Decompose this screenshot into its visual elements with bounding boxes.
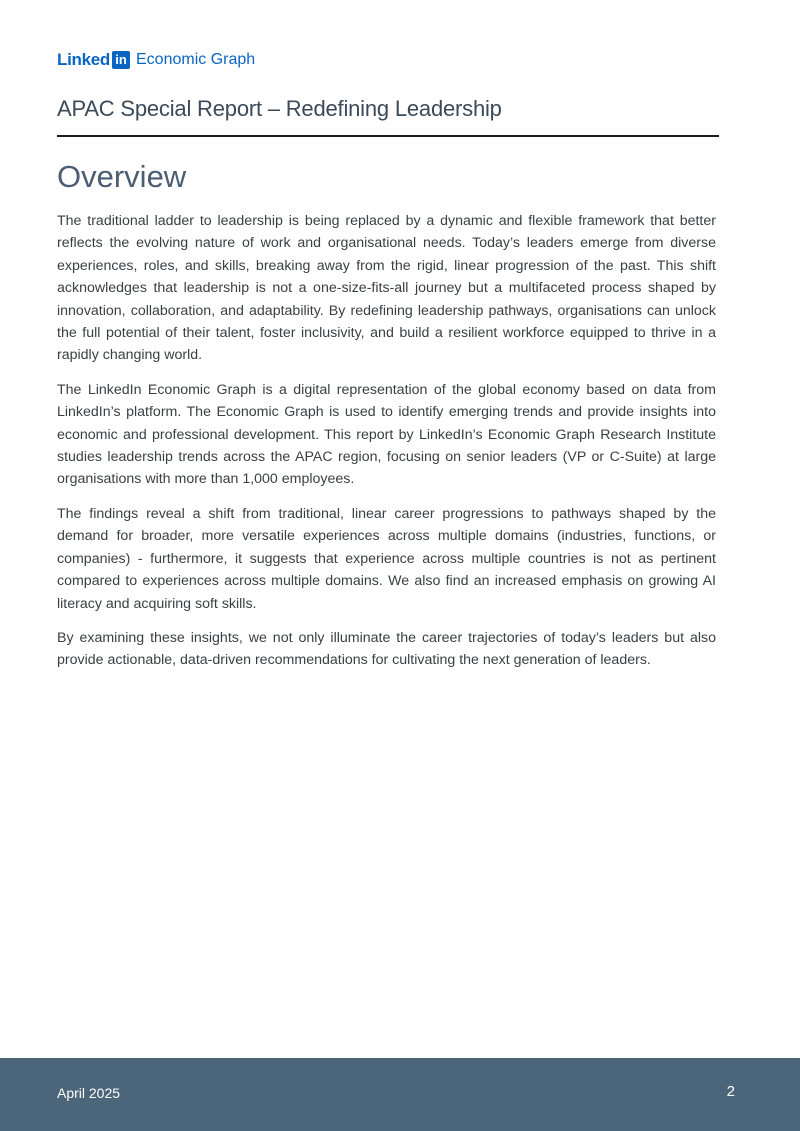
linkedin-in-icon: in	[112, 51, 130, 69]
report-title: APAC Special Report – Redefining Leadership	[57, 96, 502, 121]
paragraph-2: The LinkedIn Economic Graph is a digital representation of the global economy based on data from LinkedIn’s platform. The Economic Graph is used to identify emerging trends and provide insights into economic and professional development. This report by LinkedIn’s Economic Graph Research Institute studies leadership trends across the APAC region, focusing on senior leaders (VP or C-Suite) at large organisations with more than 1,000 employees.	[57, 381, 716, 488]
body-text	[57, 210, 716, 684]
linkedin-economic-graph-logo	[57, 50, 255, 70]
logo-subtitle: Economic Graph	[136, 51, 256, 68]
section-heading: Overview	[57, 159, 187, 194]
logo-wordmark: Linked	[57, 50, 110, 69]
title-divider	[57, 135, 719, 137]
paragraph-3: The findings reveal a shift from traditional, linear career progressions to pathways shaped by the demand for broader, more versatile experiences across multiple domains (industries, functions, or companies) - furthermore, it suggests that experience across multiple countries is not as pertinent compared to experiences across multiple domains. We also find an increased emphasis on growing AI literacy and acquiring soft skills.	[57, 505, 716, 612]
paragraph-4: By examining these insights, we not only illuminate the career trajectories of today’s leaders but also provide actionable, data-driven recommendations for cultivating the next generation of leaders.	[57, 629, 716, 669]
page-number: 2	[726, 1083, 735, 1100]
paragraph-1: The traditional ladder to leadership is being replaced by a dynamic and flexible framework that better reflects the evolving nature of work and organisational needs. Today’s leaders emerge from diverse experiences, roles, and skills, breaking away from the rigid, linear progression of the past. This shift acknowledges that leadership is not a one-size-fits-all journey but a multifaceted process shaped by innovation, collaboration, and adaptability. By redefining leadership pathways, organisations can unlock the full potential of their talent, foster inclusivity, and build a resilient workforce equipped to thrive in a rapidly changing world.	[57, 213, 716, 364]
footer-date: April 2025	[57, 1085, 121, 1101]
page-footer	[0, 1058, 800, 1131]
